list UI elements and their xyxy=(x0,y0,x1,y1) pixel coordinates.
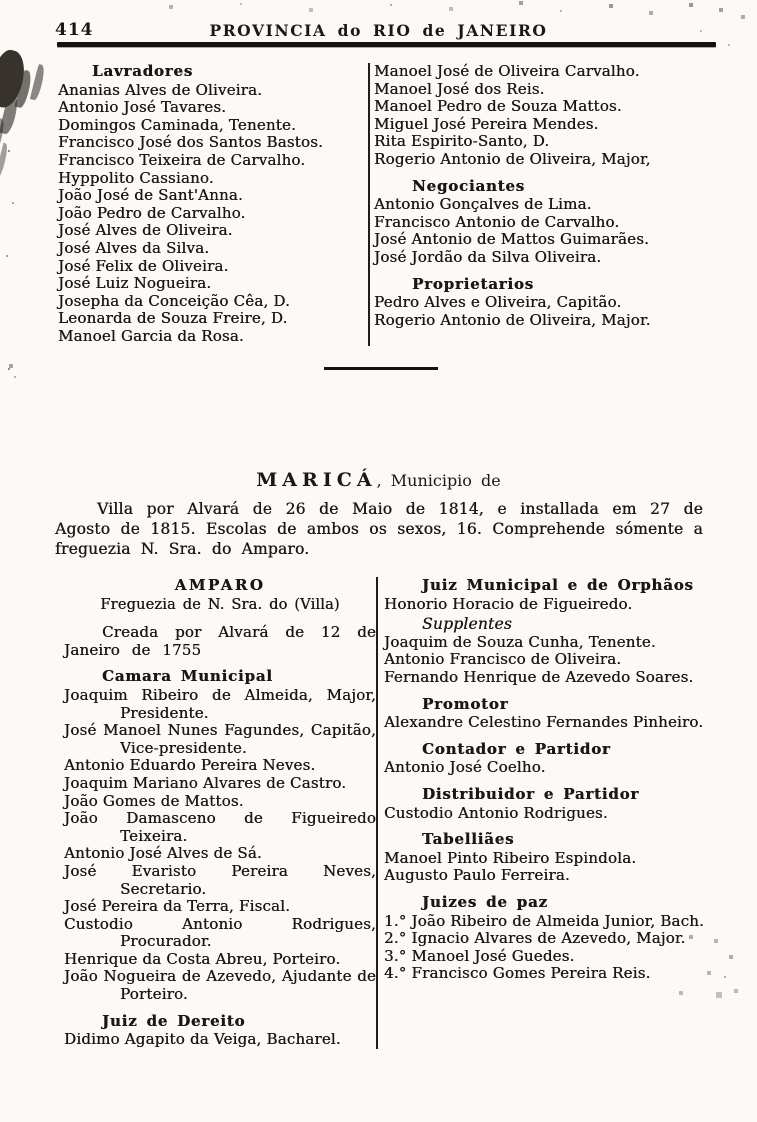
directory-entry: Antonio Eduardo Pereira Neves. xyxy=(64,756,316,775)
directory-entry: José Alves da Silva. xyxy=(58,238,210,257)
directory-entry: Henrique da Costa Abreu, Porteiro. xyxy=(64,949,341,968)
amparo-right-column xyxy=(378,577,744,1049)
directory-entry: Francisco José dos Santos Bastos. xyxy=(58,133,323,152)
directory-entry: João Pedro de Carvalho. xyxy=(58,203,246,222)
directory-entry: Hyppolito Cassiano. xyxy=(58,168,214,187)
directory-entry: Didimo Agapito da Veiga, Bacharel. xyxy=(64,1030,341,1049)
directory-entry: José Luiz Nogueira. xyxy=(58,274,212,293)
directory-entry: 2.° Ignacio Alvares de Azevedo, Major. xyxy=(384,929,686,948)
directory-entry: Rogerio Antonio de Oliveira, Major, xyxy=(374,149,651,168)
section-heading-italic: Supplentes xyxy=(422,615,512,634)
directory-entry: Antonio José Alves de Sá. xyxy=(64,844,262,863)
directory-entry: Honorio Horacio de Figueiredo. xyxy=(384,594,633,613)
page-number: 414 xyxy=(55,20,94,40)
directory-entry: Manoel Garcia da Rosa. xyxy=(58,326,244,345)
directory-entry: Rogerio Antonio de Oliveira, Major. xyxy=(374,310,651,329)
directory-entry: 1.° João Ribeiro de Almeida Junior, Bach. xyxy=(384,911,705,930)
top-right-column xyxy=(370,63,742,346)
directory-entry: Leonarda de Souza Freire, D. xyxy=(58,309,288,328)
directory-entry: Augusto Paulo Ferreira. xyxy=(384,866,570,885)
section-heading: Proprietarios xyxy=(412,274,534,293)
directory-entry: Custodio Antonio Rodrigues. xyxy=(384,803,608,822)
top-left-column xyxy=(58,63,368,346)
directory-entry: José Evaristo Pereira Neves, Secretario. xyxy=(64,861,376,898)
directory-entry: João Nogueira de Azevedo, Ajudante de Porteiro. xyxy=(64,967,376,1004)
directory-entry: Joaquim de Souza Cunha, Tenente. xyxy=(384,632,656,651)
directory-entry: José Alves de Oliveira. xyxy=(58,221,233,240)
section-heading: Tabelliães xyxy=(422,830,515,849)
municipality-intro-paragraph: Villa por Alvará de 26 de Maio de 1814, e installada em 27 de Agosto de 1815. Escolas de ambos os sexos, 16. Comprehende sómente a freguezia N. Sra. do Amparo. xyxy=(55,500,703,558)
section-heading: Juizes de paz xyxy=(422,892,548,911)
directory-entry: Rita Espirito-Santo, D. xyxy=(374,132,550,151)
directory-entry: João Damasceno de Figueiredo Teixeira. xyxy=(64,809,376,845)
directory-entry: José Manoel Nunes Fagundes, Capitão, Vice-presidente. xyxy=(64,721,376,757)
directory-top-section xyxy=(58,63,746,346)
directory-entry: Manoel José de Oliveira Carvalho. xyxy=(374,62,640,80)
directory-entry: José Jordão da Silva Oliveira. xyxy=(374,247,602,266)
section-heading: Lavradores xyxy=(92,62,193,80)
directory-entry: Antonio José Coelho. xyxy=(384,758,546,777)
directory-entry: Manoel Pinto Ribeiro Espindola. xyxy=(384,848,637,867)
parish-title: AMPARO xyxy=(174,576,266,594)
section-heading: Negociantes xyxy=(412,176,525,195)
directory-entry: Fernando Henrique de Azevedo Soares. xyxy=(384,667,694,686)
directory-amparo-section xyxy=(64,577,754,1049)
directory-entry: Manoel José dos Reis. xyxy=(374,79,545,98)
directory-entry: Domingos Caminada, Tenente. xyxy=(58,115,296,134)
directory-entry: José Antonio de Mattos Guimarães. xyxy=(374,230,649,249)
municipality-heading-suffix: , Municipio de xyxy=(376,471,501,490)
directory-entry: Manoel Pedro de Souza Mattos. xyxy=(374,97,622,116)
parish-subtitle: Freguezia de N. Sra. do (Villa) xyxy=(100,596,340,613)
scan-ink-smudge xyxy=(0,47,30,111)
directory-entry: João José de Sant'Anna. xyxy=(58,186,243,205)
amparo-left-column xyxy=(64,577,376,1049)
scan-specks-top-edge xyxy=(0,0,2,2)
directory-entry: Joaquim Mariano Alvares de Castro. xyxy=(64,773,347,792)
paragraph-line: Creada por Alvará de 12 de Janeiro de 1755 xyxy=(64,623,376,659)
section-heading: Juiz Municipal e de Orphãos xyxy=(422,576,694,594)
directory-entry: Antonio Gonçalves de Lima. xyxy=(374,195,592,214)
directory-entry: Antonio Francisco de Oliveira. xyxy=(384,650,622,669)
directory-entry: Francisco Antonio de Carvalho. xyxy=(374,212,620,231)
scan-specks-left-edge xyxy=(6,150,8,152)
directory-entry: Alexandre Celestino Fernandes Pinheiro. xyxy=(384,713,704,732)
directory-entry: Francisco Teixeira de Carvalho. xyxy=(58,150,306,169)
directory-entry: Joaquim Ribeiro de Almeida, Major, Presidente. xyxy=(64,685,376,722)
header-rule xyxy=(57,42,716,47)
section-heading: Camara Municipal xyxy=(102,667,273,686)
newspaper-title: PROVINCIA do RIO de JANEIRO xyxy=(209,21,548,40)
directory-entry: Custodio Antonio Rodrigues, Procurador. xyxy=(64,914,376,951)
section-heading: Contador e Partidor xyxy=(422,739,611,758)
directory-entry: João Gomes de Mattos. xyxy=(64,791,244,810)
directory-entry: Josepha da Conceição Cêa, D. xyxy=(58,291,290,310)
directory-entry: José Felix de Oliveira. xyxy=(58,256,229,275)
directory-entry: Miguel José Pereira Mendes. xyxy=(374,114,599,133)
municipality-heading xyxy=(0,469,757,491)
section-divider-rule xyxy=(324,367,438,370)
section-heading: Promotor xyxy=(422,694,509,713)
directory-entry: 3.° Manoel José Guedes. xyxy=(384,946,575,965)
directory-entry: 4.° Francisco Gomes Pereira Reis. xyxy=(384,964,651,983)
directory-entry: Antonio José Tavares. xyxy=(58,98,227,117)
directory-entry: Pedro Alves e Oliveira, Capitão. xyxy=(374,293,622,312)
section-heading: Distribuidor e Partidor xyxy=(422,784,640,803)
municipality-name: MARICÁ xyxy=(256,469,377,491)
section-heading: Juiz de Dereito xyxy=(102,1011,246,1030)
directory-entry: José Pereira da Terra, Fiscal. xyxy=(64,897,291,916)
directory-entry: Ananias Alves de Oliveira. xyxy=(58,80,263,99)
